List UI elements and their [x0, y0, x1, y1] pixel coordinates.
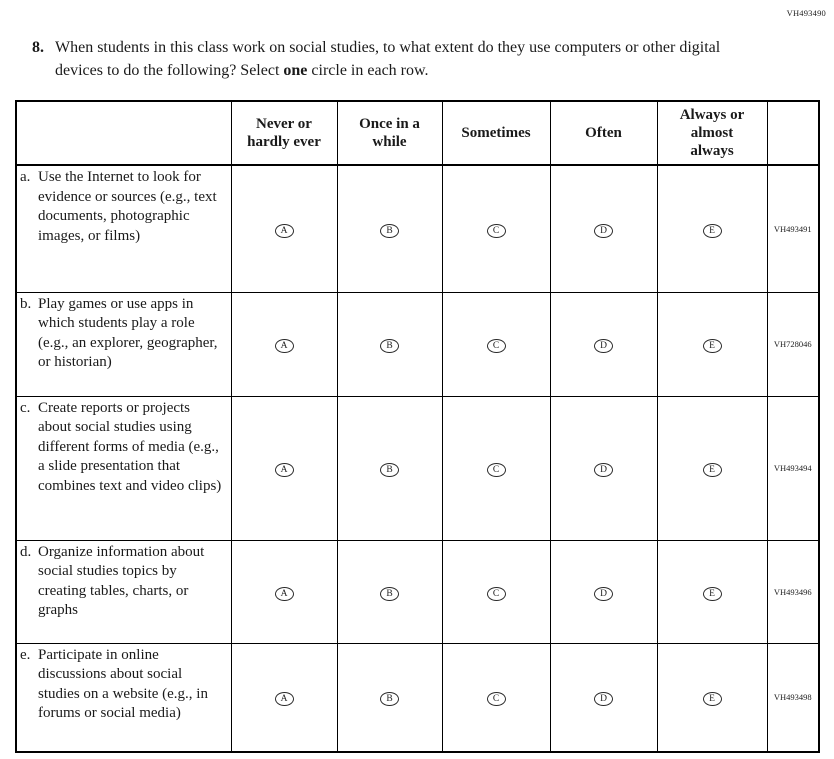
question-block — [32, 36, 732, 82]
row-c-item-code: VH493494 — [767, 396, 819, 540]
column-header-sometimes — [442, 101, 550, 165]
row-c-letter: c. — [20, 399, 31, 416]
question-text-part1: When students in this class work on social studies, to what extent do they use computers or other digital devices to do the following? Select — [55, 39, 721, 79]
row-b-letter: b. — [20, 295, 32, 312]
row-e-letter: e. — [20, 646, 31, 663]
response-matrix — [15, 100, 820, 753]
table-row-c — [16, 396, 819, 540]
row-a-option-a-bubble[interactable]: A — [275, 224, 294, 238]
question-text-part2: circle in each row. — [307, 62, 429, 79]
row-a-option-b-bubble[interactable]: B — [380, 224, 399, 238]
column-header-never — [231, 101, 337, 165]
row-c-option-d-bubble[interactable]: D — [594, 463, 613, 477]
row-d-label: Organize information about social studies topics by creating tables, charts, or graphs — [38, 543, 205, 618]
row-d-item-code: VH493496 — [767, 540, 819, 643]
column-header-always-label: Always or almost always — [679, 107, 745, 159]
row-b-option-a-bubble[interactable]: A — [275, 339, 294, 353]
table-row-e — [16, 643, 819, 752]
row-b-option-d-bubble[interactable]: D — [594, 339, 613, 353]
row-c-option-e-bubble[interactable]: E — [703, 463, 722, 477]
question-bold-word: one — [283, 62, 308, 79]
table-row-b — [16, 292, 819, 396]
header-row — [16, 101, 819, 165]
row-e-option-e-bubble[interactable]: E — [703, 692, 722, 706]
row-a-option-c-bubble[interactable]: C — [487, 224, 506, 238]
row-d-letter: d. — [20, 543, 32, 560]
row-c-option-b-bubble[interactable]: B — [380, 463, 399, 477]
row-b-item-code: VH728046 — [767, 292, 819, 396]
column-header-once-label: Once in a while — [359, 116, 420, 150]
row-e-label: Participate in online discussions about social studies on a website (e.g., in forums or social media) — [38, 646, 208, 721]
row-a-option-e-bubble[interactable]: E — [703, 224, 722, 238]
row-a-label: Use the Internet to look for evidence or sources (e.g., text documents, photographic images, or films) — [38, 169, 217, 244]
row-b-label: Play games or use apps in which students play a role (e.g., an explorer, geographer, or historian) — [38, 295, 218, 370]
row-d-option-e-bubble[interactable]: E — [703, 587, 722, 601]
row-e-option-d-bubble[interactable]: D — [594, 692, 613, 706]
row-a-option-d-bubble[interactable]: D — [594, 224, 613, 238]
column-header-never-label: Never or hardly ever — [247, 116, 321, 150]
code-column-header — [767, 101, 819, 165]
row-d-option-d-bubble[interactable]: D — [594, 587, 613, 601]
empty-header-cell — [16, 101, 231, 165]
row-d-option-c-bubble[interactable]: C — [487, 587, 506, 601]
column-header-often-label: Often — [585, 125, 622, 141]
row-e-option-c-bubble[interactable]: C — [487, 692, 506, 706]
page-accession-code: VH493490 — [786, 8, 826, 18]
row-d-option-b-bubble[interactable]: B — [380, 587, 399, 601]
row-b-option-e-bubble[interactable]: E — [703, 339, 722, 353]
row-c-option-c-bubble[interactable]: C — [487, 463, 506, 477]
column-header-sometimes-label: Sometimes — [461, 125, 531, 141]
table-row-a — [16, 165, 819, 292]
table-row-d — [16, 540, 819, 643]
column-header-always — [657, 101, 767, 165]
row-b-option-c-bubble[interactable]: C — [487, 339, 506, 353]
row-e-option-a-bubble[interactable]: A — [275, 692, 294, 706]
question-number: 8. — [32, 39, 44, 56]
row-e-option-b-bubble[interactable]: B — [380, 692, 399, 706]
row-c-label: Create reports or projects about social studies using different forms of media (e.g., a slide presentation that combines text and video clips) — [38, 399, 222, 494]
row-c-option-a-bubble[interactable]: A — [275, 463, 294, 477]
column-header-often — [550, 101, 657, 165]
question-text — [55, 36, 723, 82]
row-b-option-b-bubble[interactable]: B — [380, 339, 399, 353]
row-a-letter: a. — [20, 169, 31, 185]
row-a-item-code: VH493491 — [767, 165, 819, 292]
row-e-item-code: VH493498 — [767, 643, 819, 752]
column-header-once — [337, 101, 442, 165]
row-d-option-a-bubble[interactable]: A — [275, 587, 294, 601]
